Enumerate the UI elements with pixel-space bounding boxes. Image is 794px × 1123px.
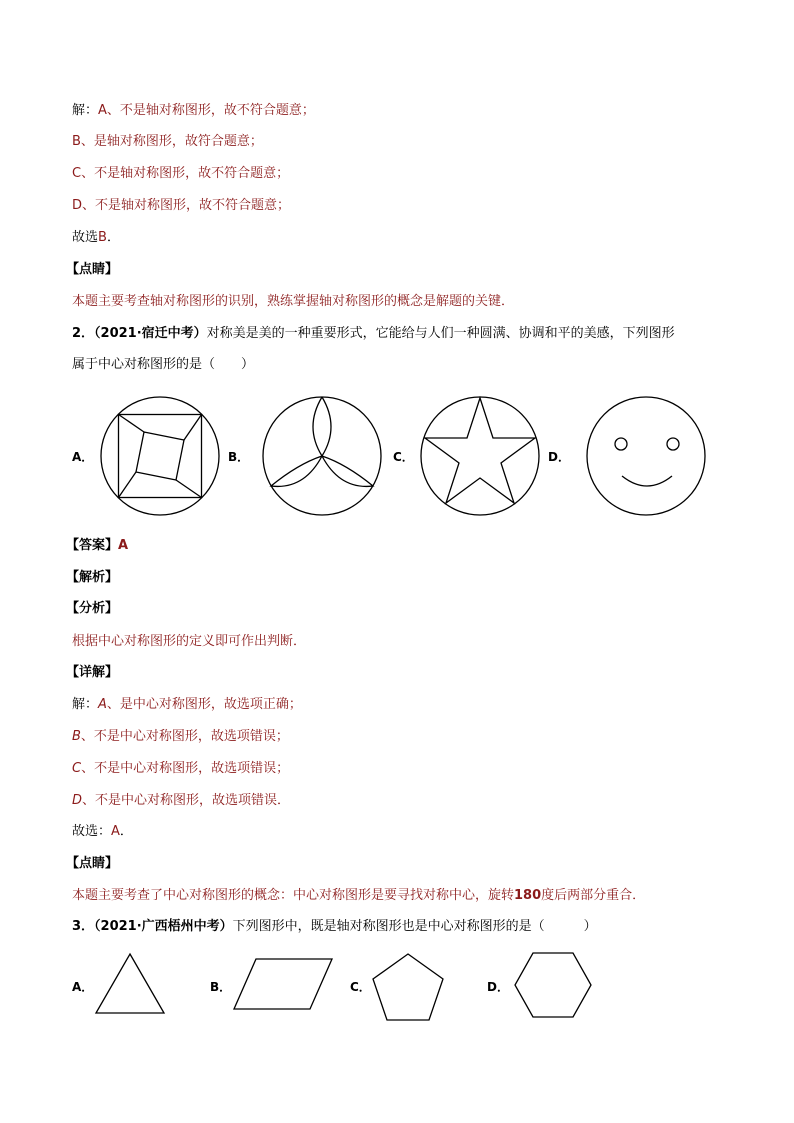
question-number: 3．（2021·广西梧州中考） (72, 919, 233, 934)
option-c-label: C． (350, 980, 371, 994)
figure-b-circle-petals (260, 394, 384, 518)
text: 本题主要考查了中心对称图形的概念：中心对称图形是要寻找对称中心，旋转 (72, 888, 515, 903)
figure-hexagon (513, 951, 593, 1019)
solution-line-d (72, 197, 290, 215)
comment-text: 本题主要考查轴对称图形的识别，熟练掌握轴对称图形的概念是解题的关键． (72, 294, 515, 309)
option-c-label: C． (393, 450, 414, 464)
detail-line-b (72, 728, 289, 746)
detail-line-d (72, 792, 290, 810)
option-letter: C (72, 166, 82, 181)
question-2-stem (72, 325, 675, 343)
text: 、是轴对称图形，故符合题意； (80, 134, 263, 149)
option-letter: D (72, 793, 83, 808)
text: 、不是轴对称图形，故不符合题意； (82, 198, 291, 213)
figure-pentagon (371, 952, 445, 1022)
choose-line (72, 229, 120, 247)
solution-line-a (72, 102, 315, 120)
section-heading: 【点睛】 (66, 262, 119, 277)
option-letter: B (72, 134, 81, 149)
text: 、不是中心对称图形，故选项错误． (82, 793, 291, 808)
section-heading: 【答案】 (66, 538, 119, 553)
option-b-label: B． (210, 980, 232, 994)
question-2-stem-line2: 属于中心对称图形的是（ ） (72, 357, 255, 372)
text: 对称美是美的一种重要形式，它能给与人们一种圆满、协调和平的美感，下列图形 (206, 326, 675, 341)
figure-d-smiley (584, 394, 708, 518)
figure-parallelogram (232, 957, 334, 1011)
text: 解： (72, 103, 99, 118)
option-letter: D (72, 198, 83, 213)
text: 、不是中心对称图形，故选项错误； (80, 729, 289, 744)
question-3-stem (72, 918, 597, 936)
option-letter: A (98, 697, 107, 712)
answer-letter: A (111, 824, 120, 839)
text: ． (106, 230, 120, 245)
text: 度后两部分重合． (541, 888, 646, 903)
answer-line (66, 537, 128, 555)
text: 、不是轴对称图形，故不符合题意； (81, 166, 290, 181)
text: 、是中心对称图形，故选项正确； (106, 697, 302, 712)
figure-triangle (94, 952, 166, 1016)
section-heading: 【分析】 (66, 601, 119, 616)
choose-line (72, 823, 133, 841)
answer-letter: A (118, 538, 129, 553)
comment-text (72, 887, 645, 905)
detail-line-c (72, 760, 289, 778)
text: 故选： (72, 824, 112, 839)
text: 、不是轴对称图形，故不符合题意； (106, 103, 315, 118)
figure-c-circle-star (418, 394, 542, 518)
option-d-label: D． (487, 980, 509, 994)
text: 下列图形中，既是轴对称图形也是中心对称图形的是（ ） (232, 919, 597, 934)
section-heading: 【详解】 (66, 665, 119, 680)
figure-a-circle-square (98, 394, 222, 518)
option-a-label: A． (72, 980, 94, 994)
text: 解： (72, 697, 99, 712)
section-heading: 【点睛】 (66, 856, 119, 871)
section-heading: 【解析】 (66, 570, 119, 585)
answer-letter: B (98, 230, 107, 245)
number: 180 (514, 888, 542, 903)
text: 故选 (72, 230, 99, 245)
option-d-label: D． (548, 450, 570, 464)
text: ． (119, 824, 133, 839)
option-letter: B (72, 729, 81, 744)
option-letter: C (72, 761, 82, 776)
text: 、不是中心对称图形，故选项错误； (81, 761, 290, 776)
solution-line-b (72, 133, 263, 151)
analysis-text: 根据中心对称图形的定义即可作出判断． (72, 634, 307, 649)
option-letter: A (98, 103, 107, 118)
option-b-label: B． (228, 450, 250, 464)
solution-line-c (72, 165, 289, 183)
question-number: 2．（2021·宿迁中考） (72, 326, 207, 341)
detail-line-a (72, 696, 302, 714)
option-a-label: A． (72, 450, 94, 464)
